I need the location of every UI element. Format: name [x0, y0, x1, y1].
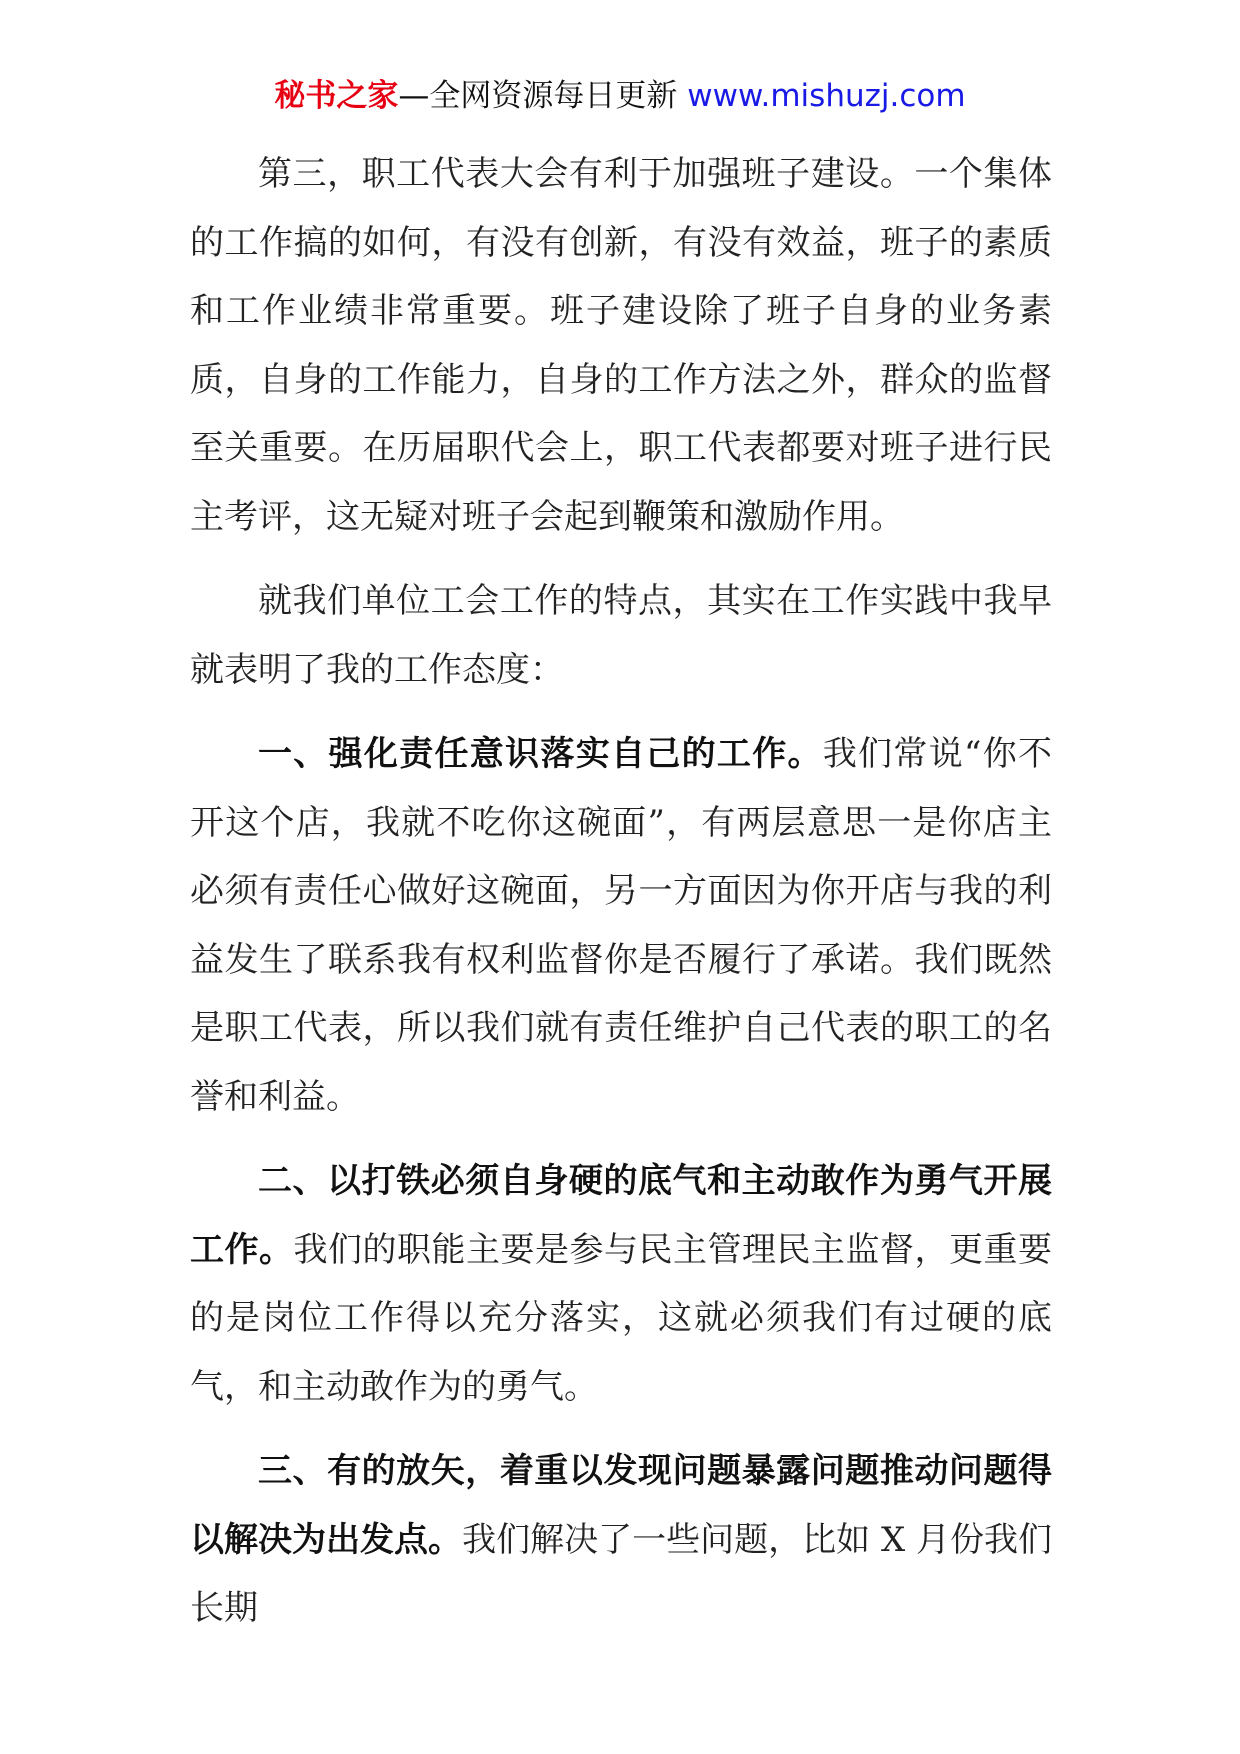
paragraph-text: 就我们单位工会工作的特点，其实在工作实践中我早就表明了我的工作态度： [190, 581, 1052, 690]
document-body [190, 140, 1052, 1659]
paragraph-3 [190, 720, 1052, 1131]
paragraph-lead: 一、强化责任意识落实自己的工作。 [258, 734, 823, 774]
paragraph-1 [190, 140, 1052, 551]
paragraph-text: 我们解决了一些问题，比如 X 月份我们长期 [190, 1519, 1052, 1628]
header-tagline: —全网资源每日更新 [398, 78, 688, 114]
page-header [0, 74, 1240, 118]
paragraph-text: 我们的职能主要是参与民主管理民主监督，更重要的是岗位工作得以充分落实，这就必须我们有过硬的底气，和主动敢作为的勇气。 [190, 1229, 1052, 1407]
paragraph-text: 我们常说“你不开这个店，我就不吃你这碗面”，有两层意思一是你店主必须有责任心做好这碗面，另一方面因为你开店与我的利益发生了联系我有权利监督你是否履行了承诺。我们既然是职工代表，所以我们就有责任维护自己代表的职工的名誉和利益。 [190, 734, 1052, 1117]
paragraph-text: 第三，职工代表大会有利于加强班子建设。一个集体的工作搞的如何，有没有创新，有没有效益，班子的素质和工作业绩非常重要。班子建设除了班子自身的业务素质，自身的工作能力，自身的工作方法之外，群众的监督至关重要。在历届职代会上，职工代表都要对班子进行民主考评，这无疑对班子会起到鞭策和激励作用。 [190, 154, 1052, 537]
site-url-link[interactable]: www.mishuzj.com [687, 78, 966, 114]
paragraph-4 [190, 1147, 1052, 1421]
paragraph-lead: 二、以打铁必须自身硬的底气和主动敢作为勇气开展工作。 [190, 1161, 1052, 1270]
paragraph-lead: 三、有的放矢，着重以发现问题暴露问题推动问题得以解决为出发点。 [190, 1451, 1052, 1560]
paragraph-5 [190, 1437, 1052, 1643]
paragraph-2 [190, 567, 1052, 704]
brand-name: 秘书之家 [274, 78, 399, 114]
